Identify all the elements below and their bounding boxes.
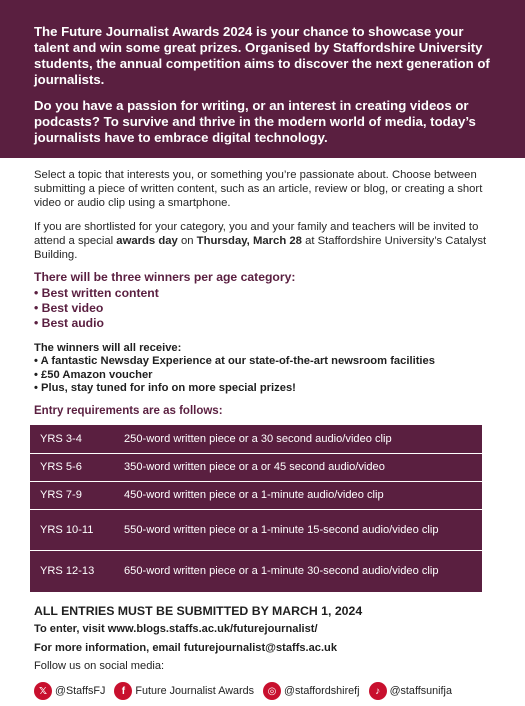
topic-paragraph: Select a topic that interests you, or something you’re passionate about. Choose between submitting a piece of written content, such as an article, review or blog, or creating a short video or audio clip using a smartphone.	[34, 169, 483, 209]
header-intro: The Future Journalist Awards 2024 is your chance to showcase your talent and win some great prizes. Organised by Staffordshire University students, the annual competition aims to discover the next generation of journalists.	[34, 24, 490, 87]
entry-heading: Entry requirements are as follows:	[34, 405, 223, 417]
requirement: 250-word written piece or a 30 second audio/video clip	[124, 425, 482, 454]
enter-link[interactable]: To enter, visit www.blogs.staffs.ac.uk/futurejournalist/	[34, 623, 318, 635]
winner-item: • Best written content	[34, 286, 159, 300]
header-banner	[0, 0, 525, 158]
table-row	[30, 425, 482, 454]
year-group: YRS 12-13	[30, 551, 124, 593]
year-group: YRS 3-4	[30, 425, 124, 454]
header-passion: Do you have a passion for writing, or an interest in creating videos or podcasts? To survive and thrive in the modern world of media, today’s journalists have to embrace digital technology.	[34, 98, 476, 145]
x-icon: 𝕏	[34, 682, 52, 700]
prize-item: • £50 Amazon voucher	[34, 368, 153, 381]
table-row	[30, 454, 482, 482]
prize-item: • Plus, stay tuned for info on more special prizes!	[34, 382, 296, 394]
winners-list	[34, 286, 159, 331]
social-handle: @StaffsFJ	[55, 685, 106, 697]
prizes-heading: The winners will all receive:	[34, 342, 182, 354]
table-row	[30, 510, 482, 551]
deadline-notice: ALL ENTRIES MUST BE SUBMITTED BY MARCH 1, 2024	[34, 604, 363, 618]
social-handle: Future Journalist Awards	[135, 685, 254, 697]
requirement: 350-word written piece or a or 45 second audio/video	[124, 454, 482, 482]
social-instagram[interactable]	[263, 682, 360, 700]
social-handle: @staffsunifja	[389, 685, 452, 697]
requirement: 550-word written piece or a 1-minute 15-second audio/video clip	[124, 510, 482, 551]
social-tiktok[interactable]	[369, 682, 452, 700]
entry-requirements-table	[30, 425, 482, 592]
year-group: YRS 7-9	[30, 482, 124, 510]
year-group: YRS 10-11	[30, 510, 124, 551]
year-group: YRS 5-6	[30, 454, 124, 482]
winners-heading: There will be three winners per age category:	[34, 270, 296, 284]
social-handle: @staffordshirefj	[284, 685, 360, 697]
winner-item: • Best audio	[34, 316, 104, 330]
contact-email[interactable]: For more information, email futurejournalist@staffs.ac.uk	[34, 642, 338, 654]
tiktok-icon: ♪	[369, 682, 387, 700]
follow-label: Follow us on social media:	[34, 660, 165, 672]
shortlist-paragraph: If you are shortlisted for your category, you and your family and teachers will be invited to attend a special awards day on Thursday, March 28 at Staffordshire University’s Catalyst Building.	[34, 221, 487, 261]
social-links	[34, 682, 461, 700]
requirement: 450-word written piece or a 1-minute audio/video clip	[124, 482, 482, 510]
requirement: 650-word written piece or a 1-minute 30-second audio/video clip	[124, 551, 482, 593]
winner-item: • Best video	[34, 301, 104, 315]
instagram-icon: ◎	[263, 682, 281, 700]
facebook-icon: f	[114, 682, 132, 700]
table-row	[30, 551, 482, 593]
prizes-list	[34, 355, 435, 396]
social-facebook[interactable]	[114, 682, 254, 700]
prize-item: • A fantastic Newsday Experience at our state-of-the-art newsroom facilities	[34, 355, 435, 367]
social-x[interactable]	[34, 682, 105, 700]
table-row	[30, 482, 482, 510]
